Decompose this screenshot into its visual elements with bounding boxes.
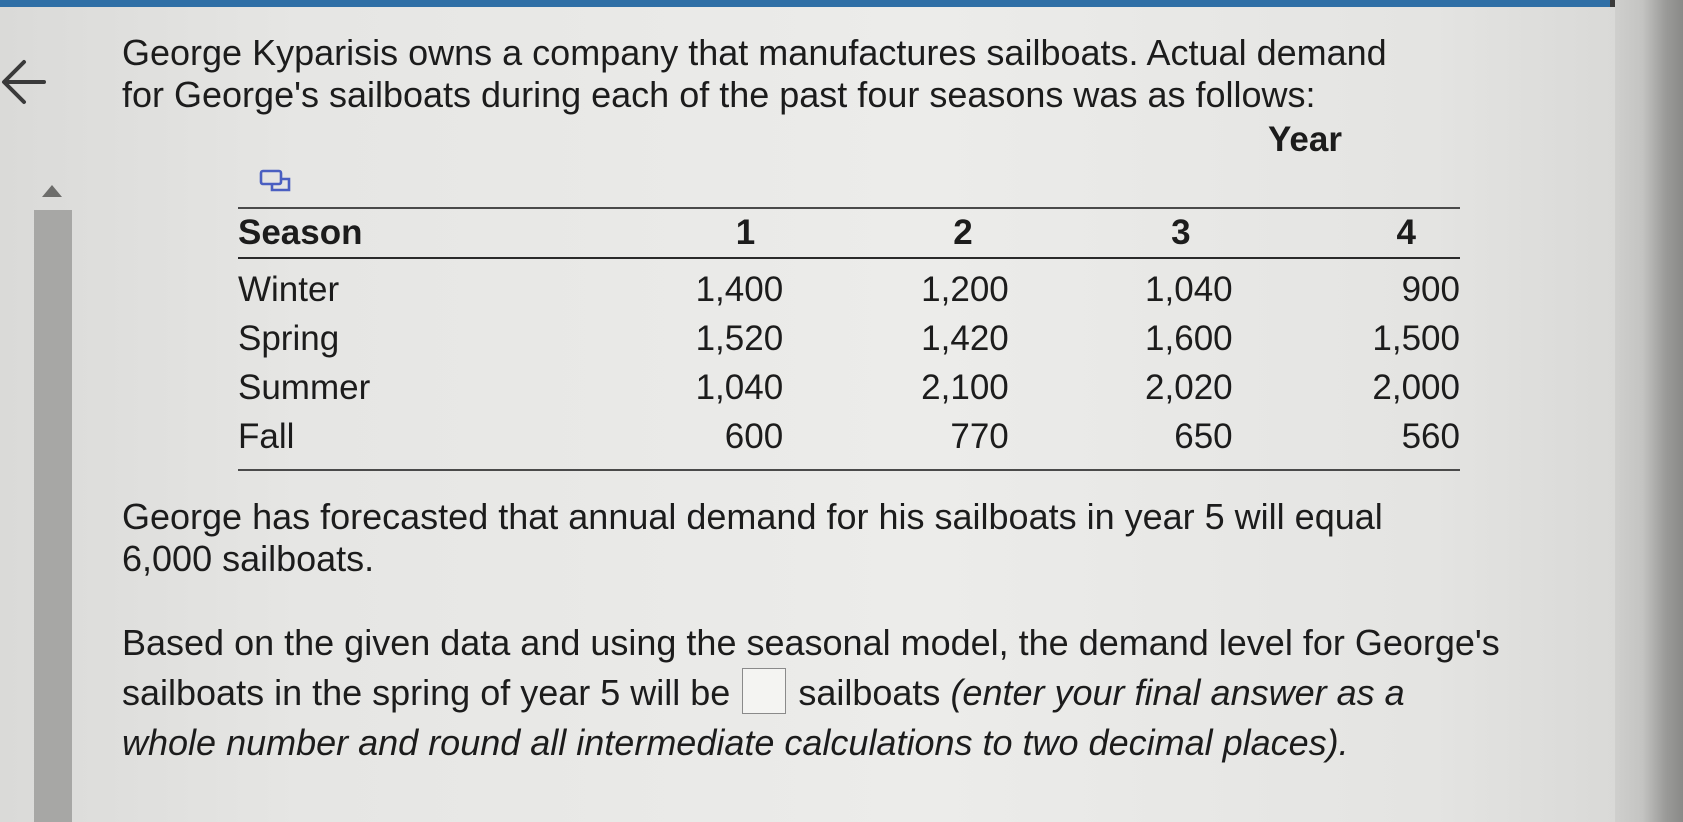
header-year-2: 2 [953,213,973,252]
question-text [122,618,1502,768]
scrollbar[interactable] [34,210,72,822]
demand-cell: 1,040 [1145,269,1233,309]
demand-cell: 1,500 [1372,318,1460,358]
demand-cell: 1,040 [695,367,784,407]
problem-intro: George Kyparisis owns a company that manufactures sailboats. Actual demand for George's sailboats during each of the past four seasons was as follows: [122,32,1387,115]
demand-cell: 1,400 [695,269,784,309]
demand-cell: 1,520 [695,318,784,358]
table-row [238,412,1460,470]
demand-cell: 1,200 [921,269,1009,309]
header-season: Season [238,213,363,252]
demand-cell: 2,020 [1145,367,1233,407]
year-header: Year [1268,120,1342,159]
season-cell: Spring [238,318,340,358]
scroll-up-icon[interactable] [40,182,64,200]
top-accent-bar [0,0,1610,7]
demand-table [238,207,1460,471]
demand-cell: 560 [1401,416,1460,456]
header-year-3: 3 [1171,213,1191,252]
table-row [238,258,1460,314]
answer-input[interactable] [742,668,786,714]
demand-cell: 2,000 [1372,367,1460,407]
page-right-edge [1615,0,1683,822]
demand-cell: 2,100 [921,367,1009,407]
season-cell: Summer [238,367,371,407]
season-cell: Fall [238,416,295,456]
table-row [238,363,1460,412]
demand-cell: 1,420 [921,318,1009,358]
table-row [238,314,1460,363]
question-instruction: (enter your final answer as a whole number and round all intermediate calculations to two decimal places). [122,672,1405,764]
header-year-1: 1 [735,213,756,252]
forecast-statement: George has forecasted that annual demand for his sailboats in year 5 will equal 6,000 sailboats. [122,496,1383,579]
table-popout-icon[interactable] [258,168,292,194]
demand-cell: 650 [1174,416,1233,456]
header-year-4: 4 [1396,213,1416,252]
question-prompt: Based on the given data and using the seasonal model, the demand level for George's sailboats in the spring of year 5 will be [122,622,1500,713]
demand-cell: 900 [1401,269,1460,309]
demand-cell: 770 [950,416,1009,456]
demand-cell: 600 [724,416,784,456]
demand-cell: 1,600 [1145,318,1233,358]
question-unit: sailboats [798,672,941,713]
back-arrow-icon[interactable] [0,52,50,112]
table-header-row [238,208,1460,258]
season-cell: Winter [238,269,340,309]
